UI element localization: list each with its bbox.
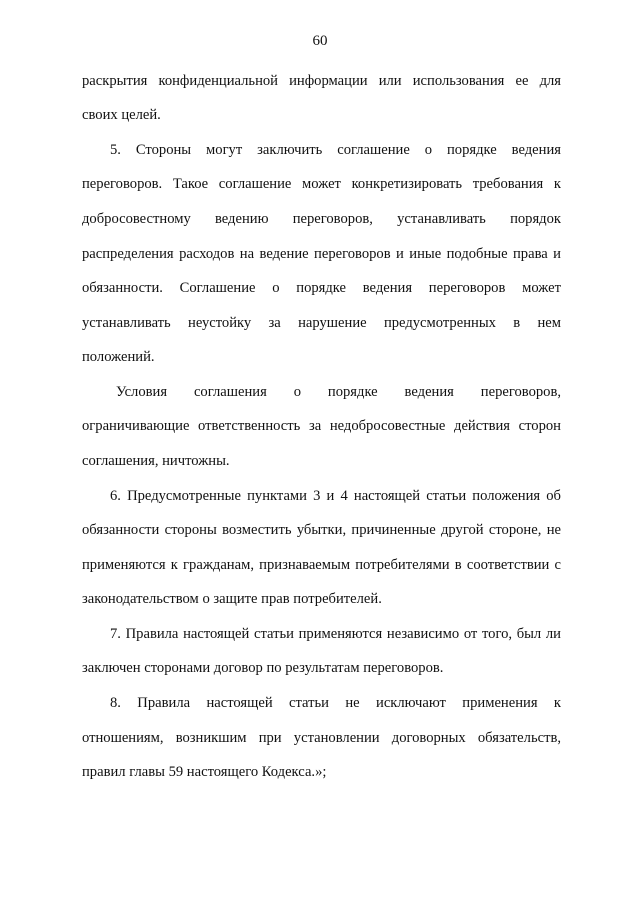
text-line: ограничивающие ответственность за недобросовестные действия сторон xyxy=(82,418,561,434)
text-line: положений. xyxy=(82,349,155,365)
text-line: 6. Предусмотренные пунктами 3 и 4 настоящей статьи положения об xyxy=(110,488,561,504)
text-line: Условия соглашения о порядке ведения переговоров, xyxy=(116,384,561,400)
text-line: добросовестному ведению переговоров, устанавливать порядок xyxy=(82,211,561,227)
text-line: правил главы 59 настоящего Кодекса.»; xyxy=(82,764,327,780)
text-line: 5. Стороны могут заключить соглашение о порядке ведения xyxy=(110,142,561,158)
text-line: соглашения, ничтожны. xyxy=(82,453,230,469)
text-line: заключен сторонами договор по результатам переговоров. xyxy=(82,660,444,676)
text-line: раскрытия конфиденциальной информации или использования ее для xyxy=(82,73,561,89)
text-line: распределения расходов на ведение переговоров и иные подобные права и xyxy=(82,246,561,262)
text-line: обязанности. Соглашение о порядке ведения переговоров может xyxy=(82,280,561,296)
text-line: своих целей. xyxy=(82,107,161,123)
text-line: 8. Правила настоящей статьи не исключают применения к xyxy=(110,695,561,711)
text-line: законодательством о защите прав потребителей. xyxy=(82,591,382,607)
page-number: 60 xyxy=(312,33,328,49)
text-line: устанавливать неустойку за нарушение предусмотренных в нем xyxy=(82,315,561,331)
text-line: отношениям, возникшим при установлении договорных обязательств, xyxy=(82,730,561,746)
text-line: применяются к гражданам, признаваемым потребителями в соответствии с xyxy=(82,557,561,573)
text-line: переговоров. Такое соглашение может конкретизировать требования к xyxy=(82,176,561,192)
text-line: обязанности стороны возместить убытки, причиненные другой стороне, не xyxy=(82,522,561,538)
text-line: 7. Правила настоящей статьи применяются независимо от того, был ли xyxy=(110,626,561,642)
